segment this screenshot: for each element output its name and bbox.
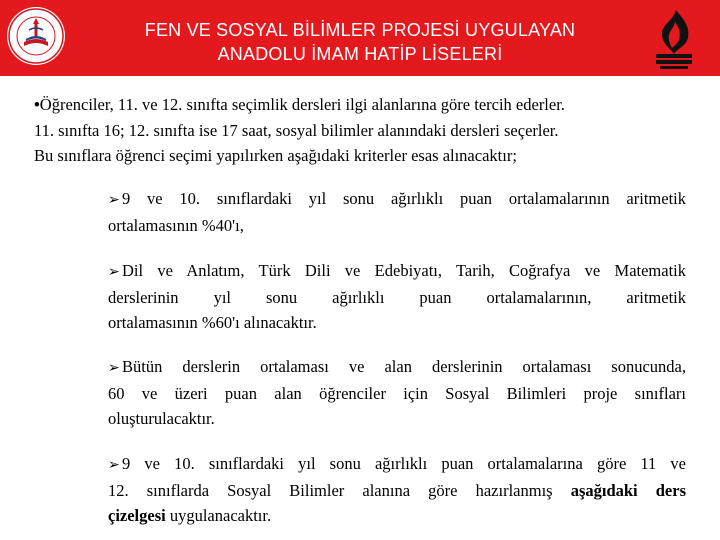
- arrow-bullet-icon: ➢: [108, 264, 120, 280]
- page-title: [80, 18, 640, 66]
- arrow-bullet-icon: ➢: [108, 457, 120, 473]
- header-bar: [0, 0, 720, 76]
- intro-line-2: 11. sınıfta 16; 12. sınıfta ise 17 saat, sosyal bilimler alanındaki dersleri seçerler.: [34, 121, 559, 140]
- criteria-item-2: ➢ Dil ve Anlatım, Türk Dili ve Edebiyatı, Tarih, Coğrafya ve Matematik derslerinin yıl sonu ağırlıklı puan ortalamalarının, aritmetik ortalamasının %60'ı alınacaktır.: [108, 261, 686, 332]
- imam-hatip-flame-logo-icon: [648, 8, 700, 70]
- meb-seal-logo-icon: [6, 6, 66, 66]
- criteria-item-1: ➢ 9 ve 10. sınıflardaki yıl sonu ağırlıklı puan ortalamalarının aritmetik ortalamasının %40'ı,: [108, 189, 686, 235]
- criteria-item-3: ➢ Bütün derslerin ortalaması ve alan derslerinin ortalaması sonucunda, 60 ve üzeri puan alan öğrenciler için Sosyal Bilimleri proje sınıfları oluşturulacaktır.: [108, 357, 686, 428]
- arrow-bullet-icon: ➢: [108, 192, 120, 208]
- arrow-bullet-icon: ➢: [108, 360, 120, 376]
- bold-text: aşağıdaki ders: [570, 481, 686, 500]
- title-line-1: FEN VE SOSYAL BİLİMLER PROJESİ UYGULAYAN: [144, 20, 576, 40]
- criteria-item-4: ➢ 9 ve 10. sınıflardaki yıl sonu ağırlıklı puan ortalamalarına göre 11 ve 12. sınıflarda Sosyal Bilimler alanına göre hazırlanmış aşağıdaki ders çizelgesi uygulanacaktır.: [108, 454, 686, 525]
- title-line-2: ANADOLU İMAM HATİP LİSELERİ: [217, 44, 503, 64]
- intro-line-1: •Öğrenciler, 11. ve 12. sınıfta seçimlik dersleri ilgi alanlarına göre tercih ederler.: [34, 95, 565, 114]
- intro-line-3: Bu sınıflara öğrenci seçimi yapılırken aşağıdaki kriterler esas alınacaktır;: [34, 146, 517, 165]
- bullet-icon: •: [34, 96, 40, 114]
- intro-paragraph: [34, 92, 686, 168]
- bold-text: çizelgesi: [108, 506, 166, 525]
